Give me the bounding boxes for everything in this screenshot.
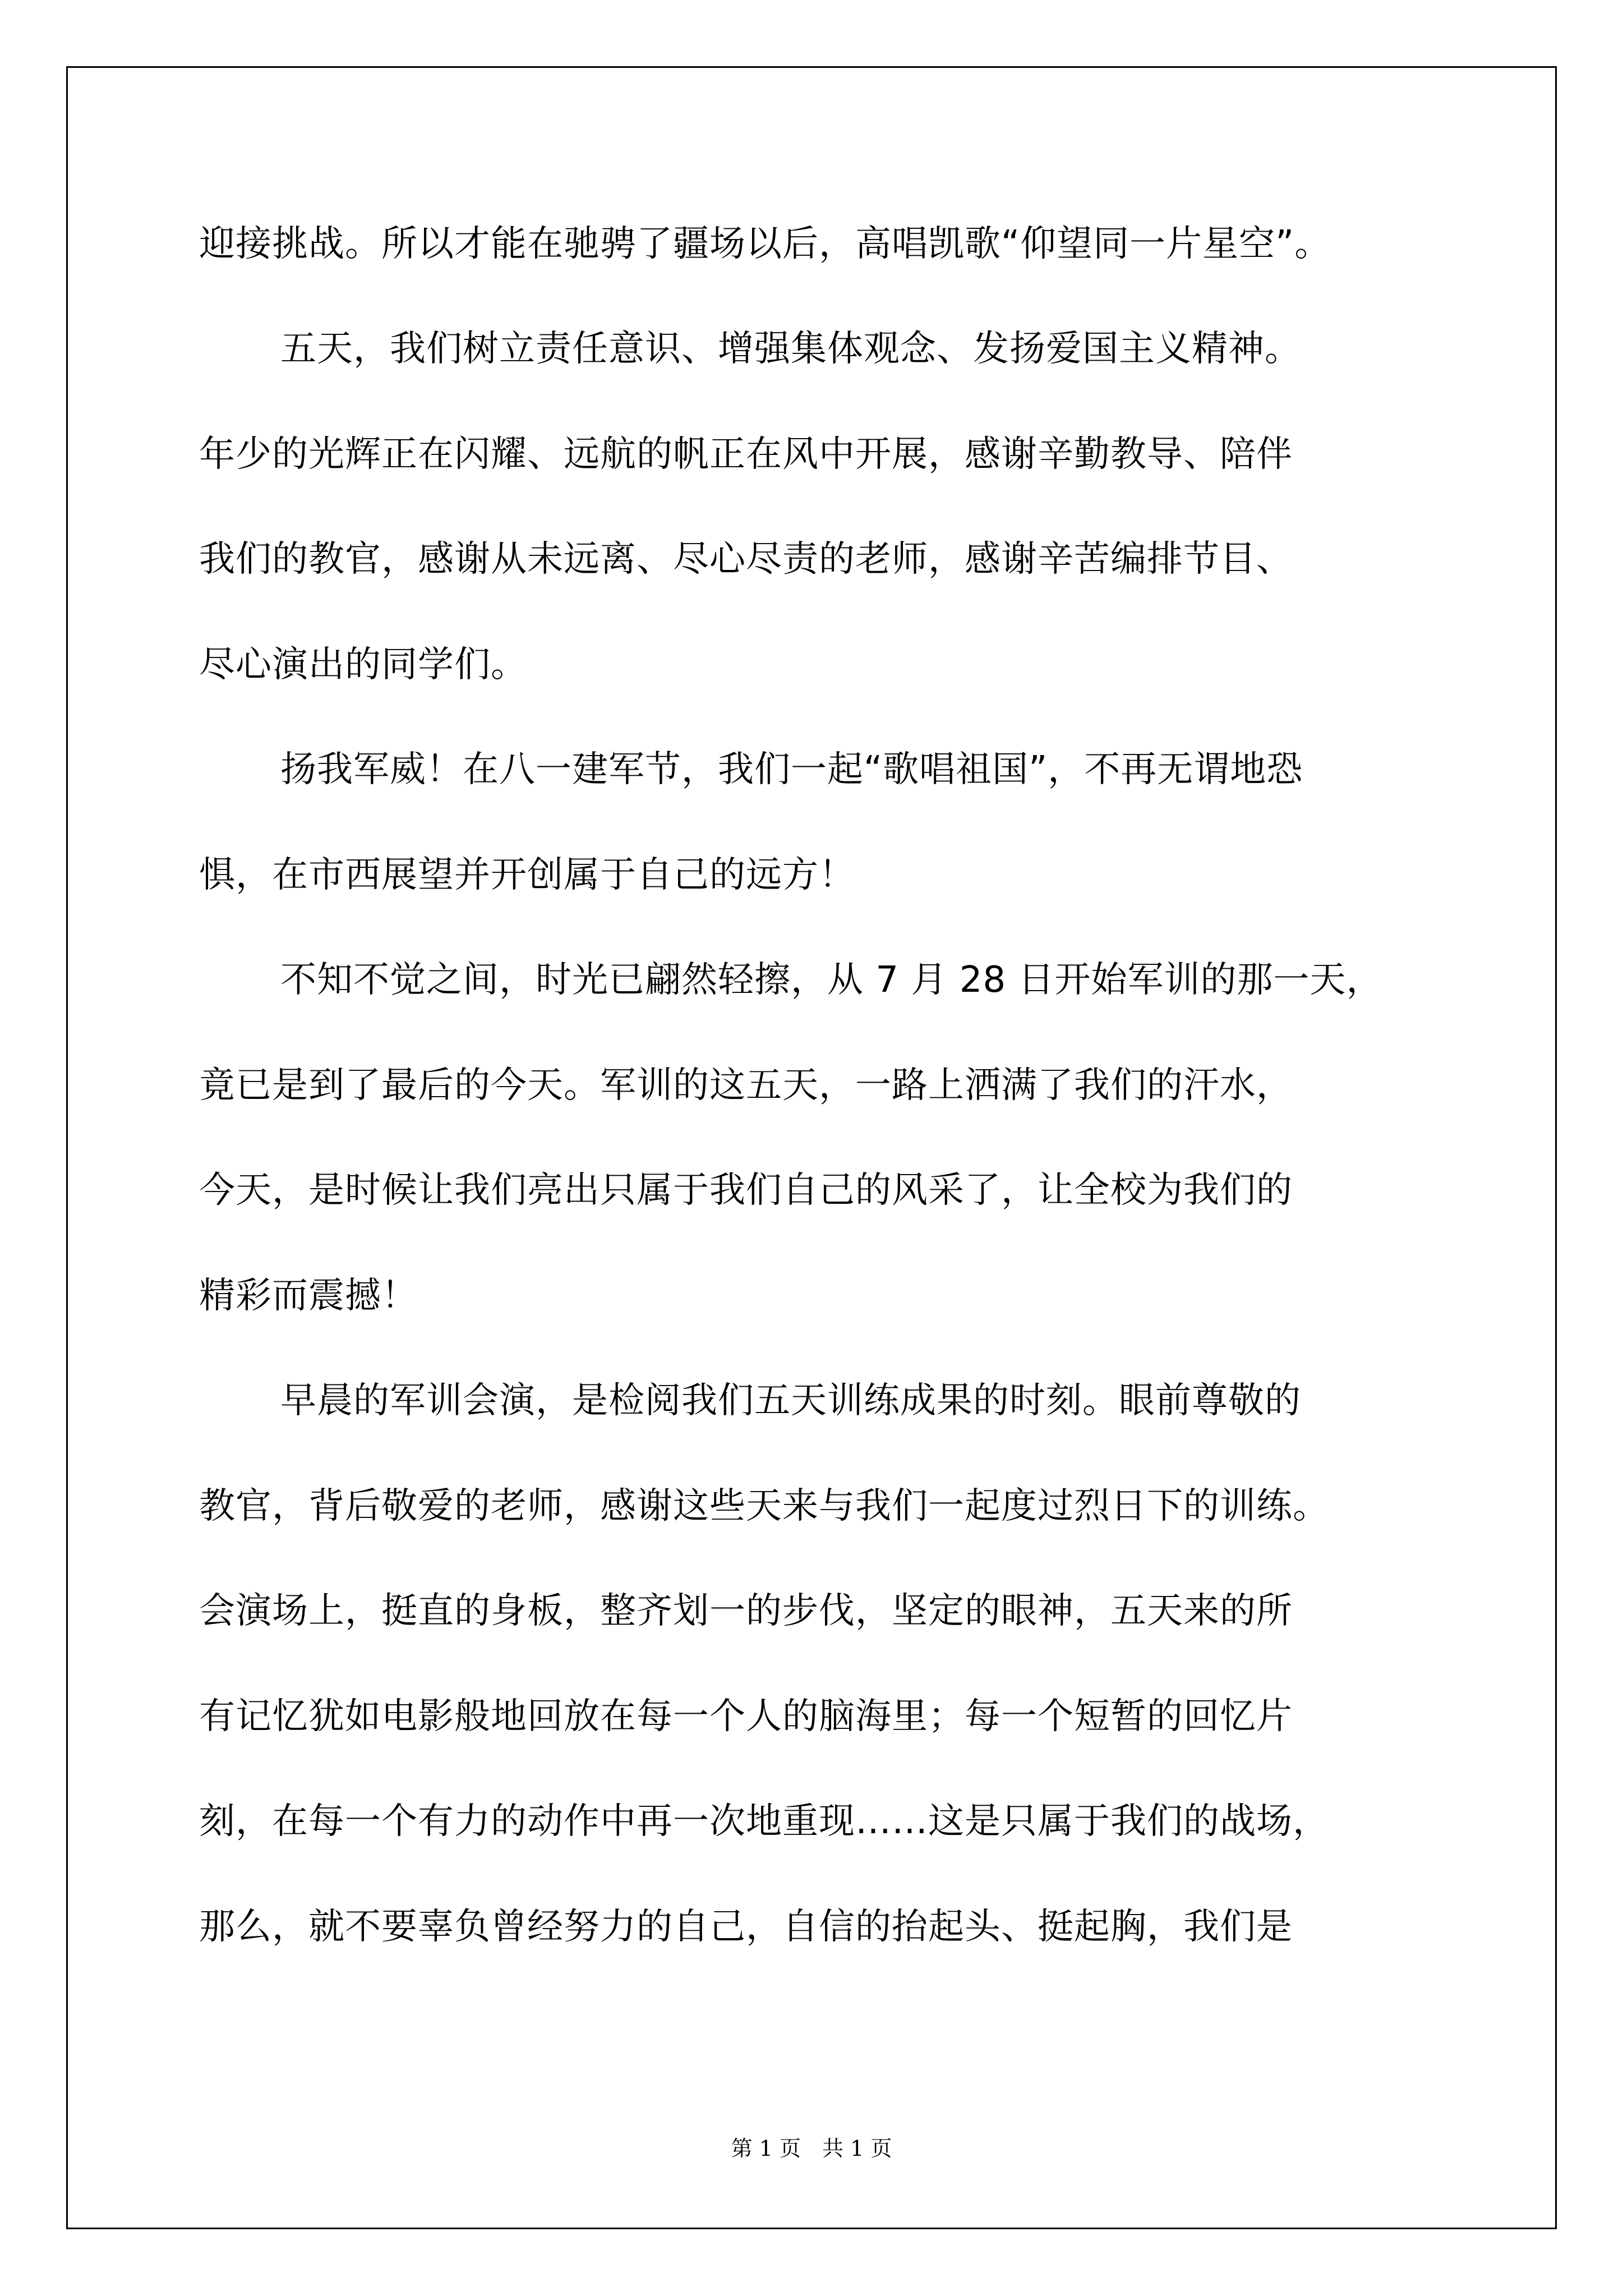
- paragraph-first-line: 不知不觉之间，时光已翩然轻擦，从 7 月 28 日开始军训的那一天，: [280, 959, 1383, 1001]
- paragraph-first-line: 五天，我们树立责任意识、增强集体观念、发扬爱国主义精神。: [280, 328, 1301, 370]
- body-line: 会演场上，挺直的身板，整齐划一的步伐，坚定的眼神，五天来的所: [199, 1590, 1293, 1632]
- body-line: 有记忆犹如电影般地回放在每一个人的脑海里；每一个短暂的回忆片: [199, 1696, 1293, 1737]
- body-line: 刻，在每一个有力的动作中再一次地重现……这是只属于我们的战场，: [199, 1801, 1329, 1842]
- body-line: 迎接挑战。所以才能在驰骋了疆场以后，高唱凯歌“仰望同一片星空”。: [199, 223, 1331, 265]
- body-line: 年少的光辉正在闪耀、远航的帆正在风中开展，感谢辛勤教导、陪伴: [199, 434, 1293, 475]
- paragraph-first-line: 扬我军威！在八一建军节，我们一起“歌唱祖国”，不再无谓地恐: [280, 749, 1303, 790]
- body-line: 我们的教官，感谢从未远离、尽心尽责的老师，感谢辛苦编排节目、: [199, 539, 1293, 580]
- body-line: 尽心演出的同学们。: [199, 644, 527, 685]
- body-line: 竟已是到了最后的今天。军训的这五天，一路上洒满了我们的汗水，: [199, 1065, 1293, 1106]
- body-line: 精彩而震撼！: [199, 1275, 418, 1317]
- page-number-footer: 第 1 页 共 1 页: [731, 2136, 892, 2161]
- paragraph-first-line: 早晨的军训会演，是检阅我们五天训练成果的时刻。眼前尊敬的: [280, 1380, 1301, 1421]
- body-line: 那么，就不要辜负曾经努力的自己，自信的抬起头、挺起胸，我们是: [199, 1906, 1293, 1948]
- body-line: 今天，是时候让我们亮出只属于我们自己的风采了，让全校为我们的: [199, 1170, 1293, 1211]
- body-line: 教官，背后敬爱的老师，感谢这些天来与我们一起度过烈日下的训练。: [199, 1485, 1329, 1527]
- body-line: 惧，在市西展望并开创属于自己的远方！: [199, 854, 855, 896]
